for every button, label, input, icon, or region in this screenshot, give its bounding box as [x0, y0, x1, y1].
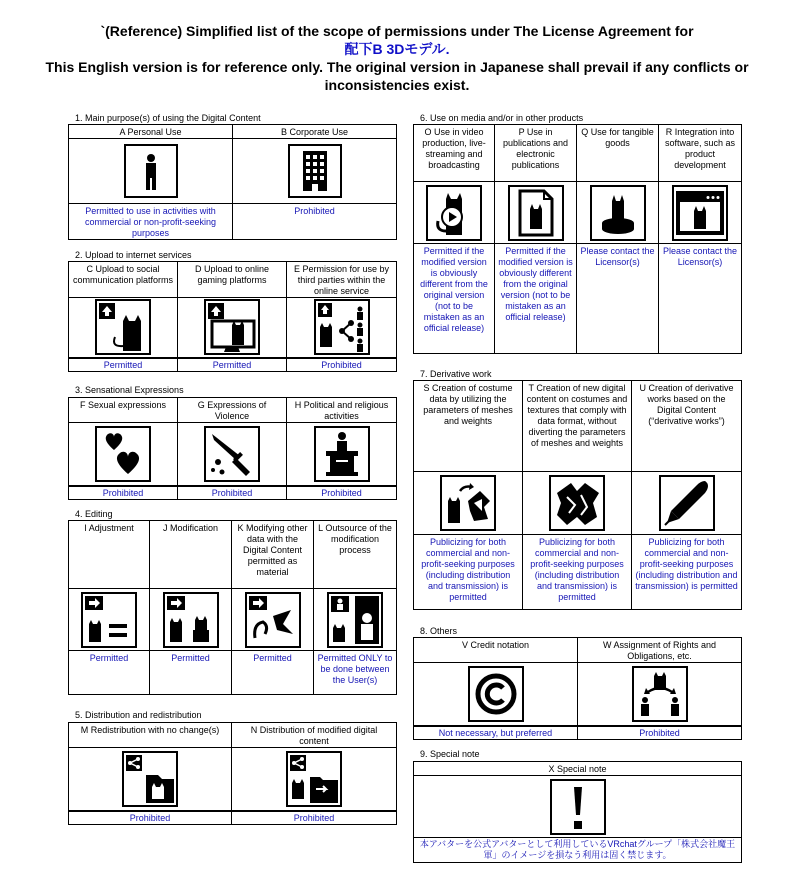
col-u-label: U Creation of derivative works based on the Digital Content (“derivative works”) — [632, 381, 742, 472]
video-icon — [426, 185, 482, 241]
section-1-title: 1. Main purpose(s) of using the Digital Content — [75, 113, 261, 123]
col-l-status: Permitted ONLY to be done between the User(s) — [314, 651, 397, 695]
col-v-status: Not necessary, but preferred — [414, 726, 578, 740]
col-k-status: Permitted — [232, 651, 314, 695]
goods-icon — [590, 185, 646, 241]
section-6-title: 6. Use on media and/or in other products — [420, 113, 584, 123]
col-f-status: Prohibited — [69, 486, 178, 500]
col-e-status: Prohibited — [287, 358, 397, 372]
exclamation-icon — [550, 779, 606, 835]
col-l-label: L Outsource of the modification process — [314, 521, 397, 589]
distribute-modified-icon — [286, 751, 342, 807]
section-2-table — [68, 261, 397, 372]
redistribute-icon — [122, 751, 178, 807]
modify-icon — [163, 592, 219, 648]
col-i-status: Permitted — [69, 651, 150, 695]
col-s-label: S Creation of costume data by utilizing the parameters of meshes and weights — [414, 381, 523, 472]
col-j-status: Permitted — [150, 651, 232, 695]
publication-icon — [508, 185, 564, 241]
section-3-table — [68, 397, 397, 500]
header-line-1: `(Reference) Simplified list of the scope of permissions under The License Agreement for — [100, 23, 694, 39]
col-q-status: Please contact the Licensor(s) — [577, 244, 659, 354]
section-8-table — [413, 637, 742, 740]
col-p-status: Permitted if the modified version is obviously different from the original version (not to be mistaken as an official release) — [495, 244, 577, 354]
social-upload-icon — [95, 299, 151, 355]
third-party-share-icon — [314, 299, 370, 355]
col-e-label: E Permission for use by third parties within the online service — [287, 262, 397, 298]
copyright-icon — [468, 666, 524, 722]
section-5-title: 5. Distribution and redistribution — [75, 710, 202, 720]
section-9-title: 9. Special note — [420, 749, 480, 759]
pen-icon — [659, 475, 715, 531]
person-icon — [124, 144, 178, 198]
col-q-label: Q Use for tangible goods — [577, 125, 659, 182]
building-icon — [288, 144, 342, 198]
section-6-table — [413, 124, 742, 354]
col-x-label: X Special note — [414, 762, 742, 776]
section-5-table — [68, 722, 397, 825]
document-header — [20, 22, 774, 94]
header-line-3: This English version is for reference only. The original version in Japanese shall prevail if any conflicts or — [45, 59, 749, 75]
section-4-title: 4. Editing — [75, 509, 113, 519]
col-m-status: Prohibited — [69, 811, 232, 825]
section-8-title: 8. Others — [420, 626, 458, 636]
knife-icon — [204, 426, 260, 482]
col-d-status: Permitted — [178, 358, 287, 372]
col-g-label: G Expressions of Violence — [178, 398, 287, 423]
col-k-label: K Modifying other data with the Digital Content permitted as material — [232, 521, 314, 589]
col-t-status: Publicizing for both commercial and non-profit-seeking purposes (including distribution and transmission) is permitted — [523, 535, 632, 610]
header-line-4: inconsistencies exist. — [324, 77, 470, 93]
adjust-icon — [81, 592, 137, 648]
outsource-icon — [327, 592, 383, 648]
col-w-status: Prohibited — [578, 726, 742, 740]
col-c-label: C Upload to social communication platforms — [69, 262, 178, 298]
texture-icon — [549, 475, 605, 531]
gaming-upload-icon — [204, 299, 260, 355]
col-j-label: J Modification — [150, 521, 232, 589]
hearts-icon — [95, 426, 151, 482]
section-2-title: 2. Upload to internet services — [75, 250, 192, 260]
col-w-label: W Assignment of Rights and Obligations, etc. — [578, 638, 742, 663]
costume-icon — [440, 475, 496, 531]
col-i-label: I Adjustment — [69, 521, 150, 589]
col-h-label: H Political and religious activities — [287, 398, 397, 423]
col-p-label: P Use in publications and electronic publications — [495, 125, 577, 182]
podium-icon — [314, 426, 370, 482]
col-u-status: Publicizing for both commercial and non-profit-seeking purposes (including distribution and transmission) is permitted — [632, 535, 742, 610]
assignment-icon — [632, 666, 688, 722]
col-a-status: Permitted to use in activities with commercial or non-profit-seeking purposes — [69, 204, 233, 240]
col-g-status: Prohibited — [178, 486, 287, 500]
col-x-status: 本アバターを公式アバターとして利用しているVRchatグループ「株式会社魔王軍」のイメージを損なう利用は固く禁じます。 — [414, 838, 742, 863]
col-a-label: A Personal Use — [69, 125, 233, 139]
col-b-label: B Corporate Use — [233, 125, 397, 139]
col-n-label: N Distribution of modified digital content — [232, 723, 397, 748]
section-3-title: 3. Sensational Expressions — [75, 385, 184, 395]
col-m-label: M Redistribution with no change(s) — [69, 723, 232, 748]
col-r-status: Please contact the Licensor(s) — [659, 244, 742, 354]
section-7-table — [413, 380, 742, 610]
section-7-title: 7. Derivative work — [420, 369, 492, 379]
col-o-status: Permitted if the modified version is obviously different from the original version (not to be mistaken as an official release) — [414, 244, 495, 354]
col-n-status: Prohibited — [232, 811, 397, 825]
col-b-status: Prohibited — [233, 204, 397, 240]
software-icon — [672, 185, 728, 241]
material-icon — [245, 592, 301, 648]
col-r-label: R Integration into software, such as product development — [659, 125, 742, 182]
col-f-label: F Sexual expressions — [69, 398, 178, 423]
header-model-name: 配下B 3Dモデル. — [344, 41, 450, 57]
col-s-status: Publicizing for both commercial and non-profit-seeking purposes (including distribution and transmission) is permitted — [414, 535, 523, 610]
col-d-label: D Upload to online gaming platforms — [178, 262, 287, 298]
col-o-label: O Use in video production, live-streaming and broadcasting — [414, 125, 495, 182]
section-1-table — [68, 124, 397, 240]
col-c-status: Permitted — [69, 358, 178, 372]
col-v-label: V Credit notation — [414, 638, 578, 663]
col-h-status: Prohibited — [287, 486, 397, 500]
section-4-table — [68, 520, 397, 695]
section-9-table — [413, 761, 742, 863]
col-t-label: T Creation of new digital content on costumes and textures that comply with data format, without diverting the parameters of meshes and weights — [523, 381, 632, 472]
